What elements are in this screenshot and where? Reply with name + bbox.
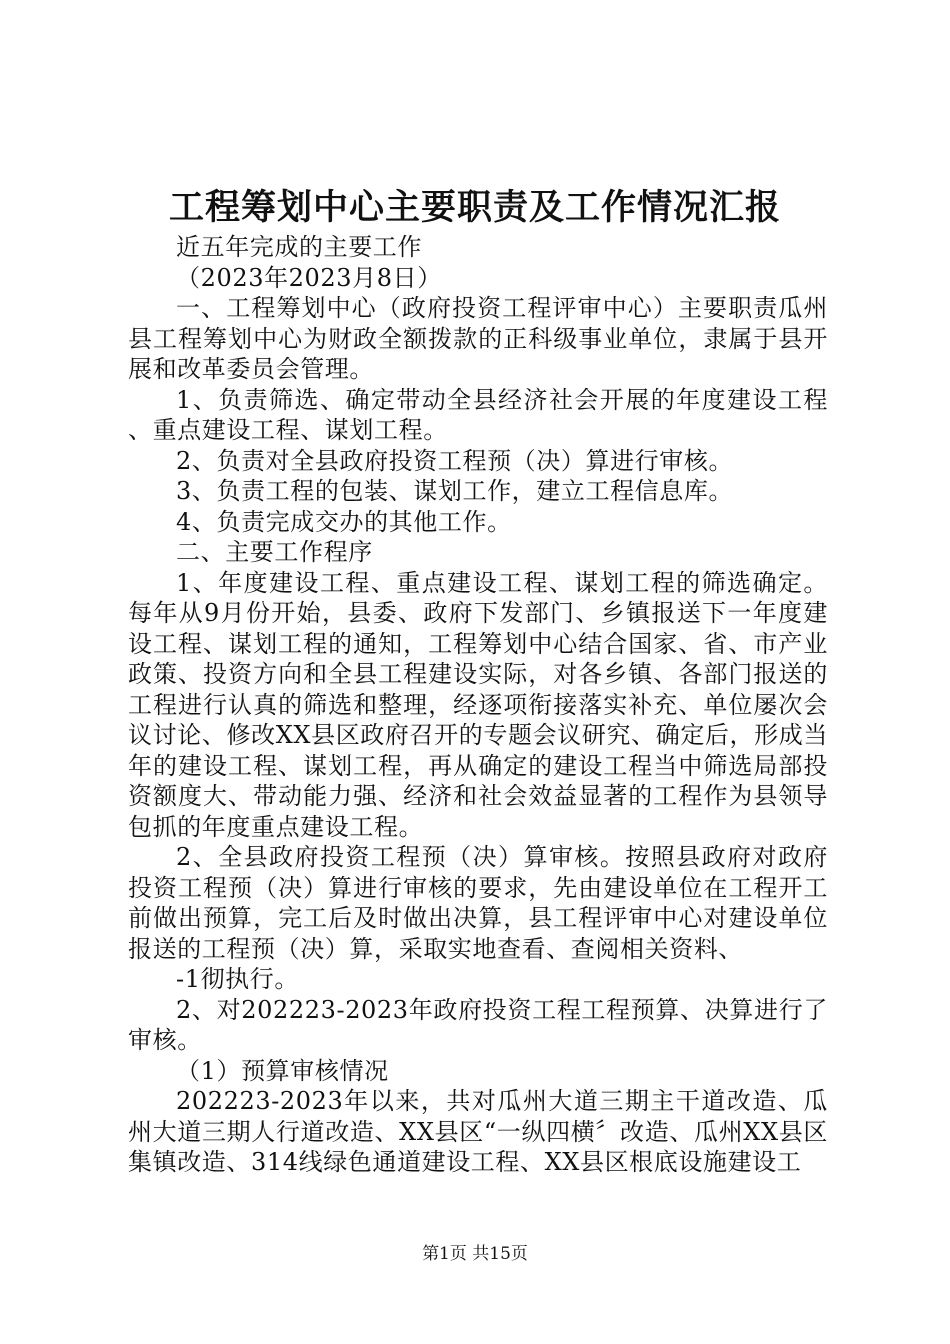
document-body <box>128 232 828 1178</box>
document-title: 工程筹划中心主要职责及工作情况汇报 <box>168 187 781 228</box>
paragraph-fragment: -1彻执行。 <box>176 965 299 993</box>
paragraph-duty-4: 4、负责完成交办的其他工作。 <box>176 507 512 536</box>
paragraph-section-2: 二、主要工作程序 <box>176 538 373 566</box>
paragraph-review: 2、对202223-2023年政府投资工程工程预算、决算进行了审核。 <box>128 995 828 1054</box>
paragraph-date: （2023年2023月8日） <box>176 263 442 292</box>
paragraph-procedure-1: 1、年度建设工程、重点建设工程、谋划工程的筛选确定。每年从9月份开始，县委、政府下发部门、乡镇报送下一年度建设工程、谋划工程的通知，工程筹划中心结合国家、省、市产业政策、投资方向和全县工程建设实际，对各乡镇、各部门报送的工程进行认真的筛选和整理，经逐项衔接落实补充、单位屡次会议讨论、修改XX县区政府召开的专题会议研究、确定后，形成当年的建设工程、谋划工程，再从确定的建设工程当中筛选局部投资额度大、带动能力强、经济和社会效益显著的工程作为县领导包抓的年度重点建设工程。 <box>128 568 828 841</box>
paragraph-duty-1: 1、负责筛选、确定带动全县经济社会开展的年度建设工程、重点建设工程、谋划工程。 <box>128 385 828 444</box>
paragraph-procedure-2: 2、全县政府投资工程预（决）算审核。按照县政府对政府投资工程预（决）算进行审核的要求，先由建设单位在工程开工前做出预算，完工后及时做出决算，县工程评审中心对建设单位报送的工程预（决）算，采取实地查看、查阅相关资料、 <box>128 843 828 963</box>
paragraph-subtitle: 近五年完成的主要工作 <box>176 233 422 261</box>
paragraph-section-1: 一、工程筹划中心（政府投资工程评审中心）主要职责瓜州县工程筹划中心为财政全额拨款的正科级事业单位，隶属于县开展和改革委员会管理。 <box>128 294 828 383</box>
paragraph-duty-2: 2、负责对全县政府投资工程预（决）算进行审核。 <box>176 446 734 475</box>
paragraph-budget-heading: （1）预算审核情况 <box>176 1056 389 1085</box>
paragraph-budget-detail: 202223-2023年以来，共对瓜州大道三期主干道改造、瓜州大道三期人行道改造、XX县区“一纵四横〞改造、瓜州XX县区集镇改造、314线绿色通道建设工程、XX县区根底设施建设工 <box>128 1087 828 1176</box>
page-footer: 第1页 共15页 <box>422 1244 528 1264</box>
paragraph-duty-3: 3、负责工程的包装、谋划工作，建立工程信息库。 <box>176 477 734 505</box>
